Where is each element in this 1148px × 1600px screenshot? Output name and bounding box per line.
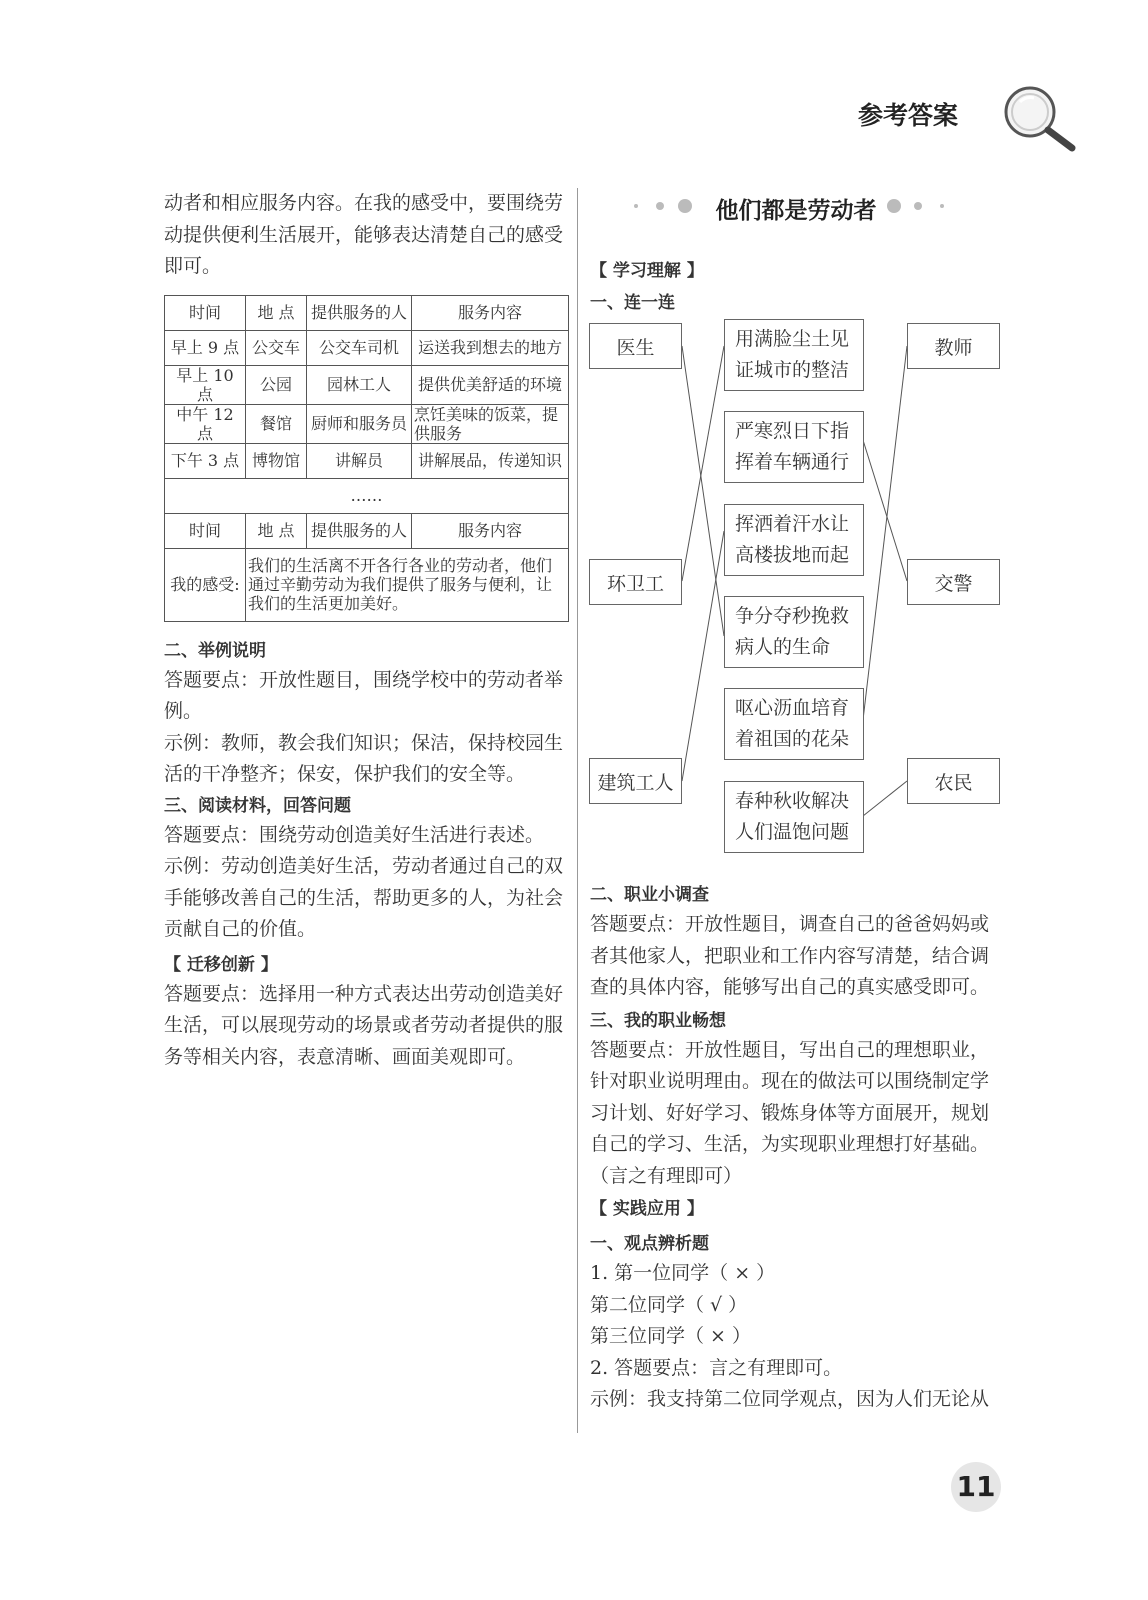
match-line: [863, 440, 907, 581]
table-header-cell: 地 点: [246, 295, 307, 330]
table-cell: 提供优美舒适的环境: [412, 365, 569, 404]
paragraph: 示例：劳动创造美好生活，劳动者通过自己的双手能够改善自己的生活，帮助更多的人，为社会贡献自己的价值。: [164, 855, 564, 940]
match-middle-item: 争分夺秒挽救病人的生命: [724, 596, 864, 668]
table-cell: 博物馆: [246, 443, 307, 478]
answer-line: 2. 答题要点：言之有理即可。: [590, 1356, 843, 1379]
table-header-cell: 服务内容: [412, 295, 569, 330]
section-title: 【 迁移创新 】: [164, 954, 278, 975]
table-cell: 讲解展品，传递知识: [412, 443, 569, 478]
table-header-cell: 时间: [165, 513, 246, 548]
table-header-cell: 地 点: [246, 513, 307, 548]
table-cell: 烹饪美味的饭菜，提供服务: [412, 404, 569, 443]
match-right-item: 交警: [907, 559, 1000, 605]
table-cell: 早上 10 点: [165, 365, 246, 404]
match-line: [863, 781, 907, 816]
match-middle-item: 春种秋收解决人们温饱问题: [724, 781, 864, 853]
match-left-item: 医生: [589, 323, 682, 369]
table-header-cell: 服务内容: [412, 513, 569, 548]
match-right-item: 农民: [907, 758, 1000, 804]
table-header-cell: 时间: [165, 295, 246, 330]
table-cell: 运送我到想去的地方: [412, 330, 569, 365]
match-middle-item: 严寒烈日下指挥着车辆通行: [724, 411, 864, 483]
match-middle-item: 挥洒着汗水让高楼拔地而起: [724, 504, 864, 576]
table-ellipsis: ……: [165, 478, 569, 513]
table-cell: 公交车: [246, 330, 307, 365]
feeling-label: 我的感受:: [165, 548, 246, 621]
paragraph: 示例：教师，教会我们知识；保洁，保持校园生活的干净整齐；保安，保护我们的安全等。: [164, 731, 564, 785]
section-title: 三、我的职业畅想: [590, 1010, 726, 1031]
table-cell: 讲解员: [307, 443, 412, 478]
answer-line: 示例：我支持第二位同学观点，因为人们无论从: [590, 1388, 990, 1410]
table-cell: 公园: [246, 365, 307, 404]
q1-title: 一、连一连: [590, 293, 675, 313]
match-left-item: 环卫工: [589, 559, 682, 605]
page-number: 11: [951, 1462, 1001, 1512]
table-header-cell: 提供服务的人: [307, 295, 412, 330]
intro-paragraph: 动者和相应服务内容。在我的感受中，要围绕劳动提供便利生活展开，能够表达清楚自己的感受即可。: [164, 192, 564, 277]
learn-title: 【 学习理解 】: [590, 261, 704, 281]
paragraph: 答题要点：开放性题目，调查自己的爸爸妈妈或者其他家人，把职业和工作内容写清楚，结合调查的具体内容，能够写出自己的真实感受即可。: [590, 913, 990, 998]
table-cell: 餐馆: [246, 404, 307, 443]
table-cell: 早上 9 点: [165, 330, 246, 365]
section-heading: 他们都是劳动者: [715, 198, 877, 224]
section-title: 【 实践应用 】: [590, 1199, 704, 1219]
answer-line: 1. 第一位同学（ × ）: [590, 1262, 776, 1284]
section-title: 三、阅读材料，回答问题: [164, 795, 351, 816]
match-line: [682, 531, 724, 781]
table-cell: 中午 12 点: [165, 404, 246, 443]
paragraph: 答题要点：开放性题目，写出自己的理想职业，针对职业说明理由。现在的做法可以围绕制定学习计划、好好学习、锻炼身体等方面展开，规划自己的学习、生活，为实现职业理想打好基础。（言之有理即可）: [590, 1038, 990, 1187]
match-line: [682, 346, 724, 581]
match-line: [863, 346, 907, 720]
section-title: 一、观点辨析题: [590, 1234, 709, 1254]
match-line: [682, 346, 724, 636]
match-right-item: 教师: [907, 323, 1000, 369]
table-cell: 园林工人: [307, 365, 412, 404]
feeling-text: 我们的生活离不开各行各业的劳动者，他们通过辛勤劳动为我们提供了服务与便利，让我们的生活更加美好。: [246, 548, 569, 621]
answer-line: 第三位同学（ × ）: [590, 1325, 751, 1347]
answer-line: 第二位同学（ √ ）: [590, 1293, 748, 1316]
paragraph: 答题要点：开放性题目，围绕学校中的劳动者举例。: [164, 668, 564, 722]
paragraph: 答题要点：围绕劳动创造美好生活进行表述。: [164, 823, 545, 846]
table-cell: 厨师和服务员: [307, 404, 412, 443]
match-middle-item: 呕心沥血培育着祖国的花朵: [724, 688, 864, 760]
paragraph: 答题要点：选择用一种方式表达出劳动创造美好生活，可以展现劳动的场景或者劳动者提供的服务等相关内容，表意清晰、画面美观即可。: [164, 982, 564, 1068]
table-cell: 下午 3 点: [165, 443, 246, 478]
table-cell: 公交车司机: [307, 330, 412, 365]
section-title: 二、职业小调查: [590, 885, 709, 905]
right-lower-column: [590, 880, 1002, 1416]
section-title: 二、举例说明: [164, 640, 266, 661]
header-title: 参考答案: [857, 101, 958, 130]
match-middle-item: 用满脸尘土见证城市的整洁: [724, 319, 864, 391]
table-header-cell: 提供服务的人: [307, 513, 412, 548]
match-left-item: 建筑工人: [589, 758, 682, 804]
